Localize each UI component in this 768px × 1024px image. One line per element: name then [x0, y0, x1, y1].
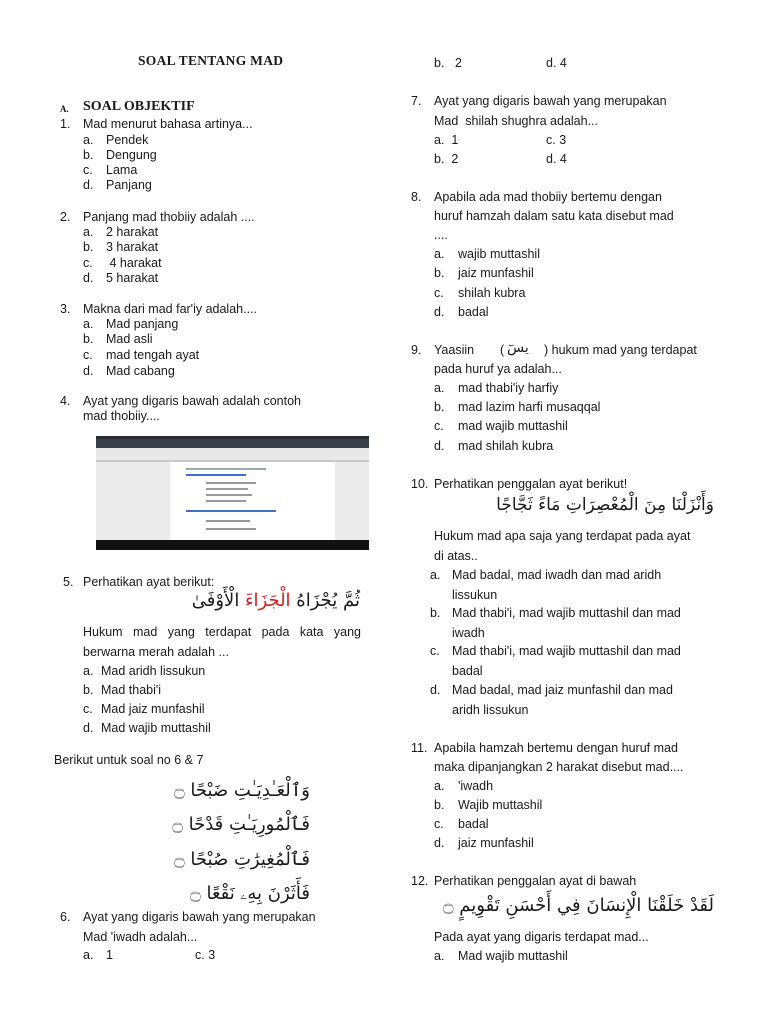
q8-a-letter: a.	[434, 247, 445, 261]
q10-option-c-line2: badal	[452, 664, 483, 678]
q3-a-letter: a.	[83, 317, 94, 331]
screenshot-line-highlight	[186, 510, 276, 512]
q8-option-a: wajib muttashil	[458, 247, 540, 261]
q8-line1: Apabila ada mad thobiiy bertemu dengan	[434, 190, 662, 204]
screenshot-line	[186, 468, 266, 470]
q5-d-letter: d.	[83, 721, 94, 735]
q9-option-b: mad lazim harfi musaqqal	[458, 400, 601, 414]
q1-a-letter: a.	[83, 133, 94, 147]
q5-text: Perhatikan ayat berikut:	[83, 575, 215, 589]
q9-b-letter: b.	[434, 400, 445, 414]
q11-number: 11.	[411, 741, 428, 755]
q1-b-letter: b.	[83, 148, 94, 162]
q10-option-b-line2: iwadh	[452, 626, 485, 640]
screenshot-line-highlight	[186, 474, 246, 476]
q8-option-b: jaiz munfashil	[458, 266, 534, 280]
q8-line3: ....	[434, 228, 448, 242]
screenshot-line	[206, 500, 246, 502]
ayat-line-2: فَٱلْمُورِيَـٰتِ قَدْحًا ۝	[172, 814, 310, 835]
q5-body: Hukum mad yang terdapat pada kata yang berwarna merah adalah ...	[83, 625, 361, 659]
ayat-line-4: فَأَثَرْنَ بِهِۦ نَقْعًا ۝	[190, 883, 310, 904]
q10-d-letter: d.	[430, 683, 441, 697]
q5-b-letter: b.	[83, 683, 94, 697]
q8-b-letter: b.	[434, 266, 445, 280]
q5-number: 5.	[63, 575, 74, 589]
section-marker: A.	[60, 104, 69, 114]
q11-c-letter: c.	[434, 817, 444, 831]
q4-number: 4.	[60, 394, 71, 408]
q3-text: Makna dari mad far'iy adalah....	[83, 302, 257, 316]
q5-c-letter: c.	[83, 702, 93, 716]
q5-option-a: Mad aridh lissukun	[101, 664, 206, 678]
q10-body-line1: Hukum mad apa saja yang terdapat pada ayat	[434, 529, 691, 543]
q1-c-letter: c.	[83, 163, 93, 177]
q3-b-letter: b.	[83, 332, 94, 346]
q2-option-b: 3 harakat	[106, 240, 159, 254]
q6-option-b: 2	[455, 56, 462, 70]
q9-d-letter: d.	[434, 439, 445, 453]
q12-option-a: Mad wajib muttashil	[458, 949, 568, 963]
q10-option-b-line1: Mad thabi'i, mad wajib muttashil dan mad	[452, 606, 681, 620]
q9-option-d: mad shilah kubra	[458, 439, 554, 453]
q9-option-a: mad thabi'iy harfiy	[458, 381, 559, 395]
q1-option-c: Lama	[106, 163, 138, 177]
q12-ayat: لَقَدْ خَلَقْنَا الْإِنسَانَ فِي أَحْسَنِ تَقْوِيمٍ ۝	[443, 895, 714, 916]
q8-line2: huruf hamzah dalam satu kata disebut mad	[434, 209, 674, 223]
q8-option-d: badal	[458, 305, 489, 319]
q9-a-letter: a.	[434, 381, 445, 395]
q1-d-letter: d.	[83, 178, 94, 192]
q7-option-b: b. 2	[434, 152, 459, 166]
q1-number: 1.	[60, 117, 71, 131]
q12-body: Pada ayat yang digaris terdapat mad...	[434, 930, 649, 944]
q7-line2: Mad shilah shughra adalah...	[434, 114, 598, 128]
q3-option-b: Mad asli	[106, 332, 153, 346]
embedded-screenshot-image	[96, 436, 369, 550]
q2-a-letter: a.	[83, 225, 94, 239]
q7-option-c: c. 3	[546, 133, 567, 147]
q5-option-b: Mad thabi'i	[101, 683, 162, 697]
q3-number: 3.	[60, 302, 71, 316]
q6-b-letter: b.	[434, 56, 445, 70]
q9-text-rest: ) hukum mad yang terdapat	[544, 343, 697, 357]
q11-a-letter: a.	[434, 779, 445, 793]
q5-option-d: Mad wajib muttashil	[101, 721, 211, 735]
q4-line1: Ayat yang digaris bawah adalah contoh	[83, 394, 301, 408]
q6-option-c: c. 3	[195, 948, 216, 962]
q10-text: Perhatikan penggalan ayat berikut!	[434, 477, 628, 491]
screenshot-taskbar	[96, 540, 369, 550]
screenshot-line	[206, 488, 248, 490]
q10-option-c-line1: Mad thabi'i, mad wajib muttashil dan mad	[452, 644, 681, 658]
q8-option-c: shilah kubra	[458, 286, 526, 300]
q10-c-letter: c.	[430, 644, 440, 658]
q2-option-a: 2 harakat	[106, 225, 159, 239]
q2-text: Panjang mad thobiiy adalah ....	[83, 210, 255, 224]
q12-text: Perhatikan penggalan ayat di bawah	[434, 874, 637, 888]
q12-number: 12.	[411, 874, 429, 888]
q7-number: 7.	[411, 94, 422, 108]
q1-option-b: Dengung	[106, 148, 157, 162]
q7-line1: Ayat yang digaris bawah yang merupakan	[434, 94, 667, 108]
q8-number: 8.	[411, 190, 422, 204]
q10-b-letter: b.	[430, 606, 441, 620]
q6-option-d: d. 4	[546, 56, 567, 70]
q10-a-letter: a.	[430, 568, 441, 582]
q1-option-d: Panjang	[106, 178, 152, 192]
q6-a-letter: a.	[83, 948, 94, 962]
q9-number: 9.	[411, 343, 422, 357]
q12-a-letter: a.	[434, 949, 445, 963]
screenshot-line	[206, 482, 256, 484]
screenshot-ribbon	[96, 448, 369, 460]
q10-option-a-line1: Mad badal, mad iwadh dan mad aridh	[452, 568, 662, 582]
q8-d-letter: d.	[434, 305, 445, 319]
q9-paren-open: (	[500, 343, 505, 357]
q7-option-d: d. 4	[546, 152, 567, 166]
q8-c-letter: c.	[434, 286, 444, 300]
q3-d-letter: d.	[83, 364, 94, 378]
q3-option-d: Mad cabang	[106, 364, 175, 378]
q10-option-d-line2: aridh lissukun	[452, 703, 529, 717]
section-heading: SOAL OBJEKTIF	[83, 99, 195, 114]
q6-number: 6.	[60, 910, 71, 924]
screenshot-line	[206, 494, 252, 496]
q11-d-letter: d.	[434, 836, 445, 850]
q10-number: 10.	[411, 477, 429, 491]
q2-number: 2.	[60, 210, 71, 224]
q5-option-c: Mad jaiz munfashil	[101, 702, 205, 716]
q10-option-a-line2: lissukun	[452, 588, 498, 602]
q2-d-letter: d.	[83, 271, 94, 285]
q3-c-letter: c.	[83, 348, 93, 362]
q5-a-letter: a.	[83, 664, 94, 678]
q11-option-a: 'iwadh	[458, 779, 494, 793]
q1-option-a: Pendek	[106, 133, 149, 147]
screenshot-titlebar	[96, 439, 369, 448]
q9-yaasiin: Yaasiin	[434, 343, 475, 357]
q7-option-a: a. 1	[434, 133, 459, 147]
q9-arabic: يسٓ	[507, 340, 529, 356]
q11-b-letter: b.	[434, 798, 445, 812]
q2-b-letter: b.	[83, 240, 94, 254]
ayat-line-1: وَٱلْعَـٰدِيَـٰتِ ضَبْحًا ۝	[174, 780, 310, 801]
q4-line2: mad thobiiy....	[83, 409, 160, 423]
page-title: SOAL TENTANG MAD	[138, 53, 284, 68]
q2-option-c: 4 harakat	[106, 256, 162, 270]
note-6-7: Berikut untuk soal no 6 & 7	[54, 753, 204, 767]
q1-text: Mad menurut bahasa artinya...	[83, 117, 253, 131]
q5-ayat-pre: ثُمَّ يُجْزَاهُ	[290, 590, 360, 611]
q5-ayat-red: الْجَزَاءَ	[245, 590, 291, 611]
q11-option-c: badal	[458, 817, 489, 831]
q2-c-letter: c.	[83, 256, 93, 270]
q10-body-line2: di atas..	[434, 549, 478, 563]
q9-option-c: mad wajib muttashil	[458, 419, 568, 433]
q11-line1: Apabila hamzah bertemu dengan huruf mad	[434, 741, 678, 755]
q9-line2: pada huruf ya adalah...	[434, 362, 562, 376]
ayat-line-3: فَٱلْمُغِيرَٰتِ صُبْحًا ۝	[174, 849, 310, 870]
q10-option-d-line1: Mad badal, mad jaiz munfashil dan mad	[452, 683, 673, 697]
q5-ayat-post: الْأَوْفَىٰ	[191, 590, 246, 611]
screenshot-line	[206, 520, 250, 522]
q6-option-a: 1	[106, 948, 113, 962]
q11-option-b: Wajib muttashil	[458, 798, 543, 812]
q9-c-letter: c.	[434, 419, 444, 433]
screenshot-line	[206, 528, 256, 530]
q2-option-d: 5 harakat	[106, 271, 159, 285]
q3-option-c: mad tengah ayat	[106, 348, 200, 362]
q10-ayat: وَأَنْزَلْنَا مِنَ الْمُعْصِرَاتِ مَاءً ثَجَّاجًا	[496, 495, 714, 515]
q6-line2: Mad 'iwadh adalah...	[83, 930, 198, 944]
q3-option-a: Mad panjang	[106, 317, 179, 331]
q6-line1: Ayat yang digaris bawah yang merupakan	[83, 910, 316, 924]
q11-line2: maka dipanjangkan 2 harakat disebut mad....	[434, 760, 684, 774]
q5-ayat	[191, 590, 360, 611]
q11-option-d: jaiz munfashil	[458, 836, 534, 850]
